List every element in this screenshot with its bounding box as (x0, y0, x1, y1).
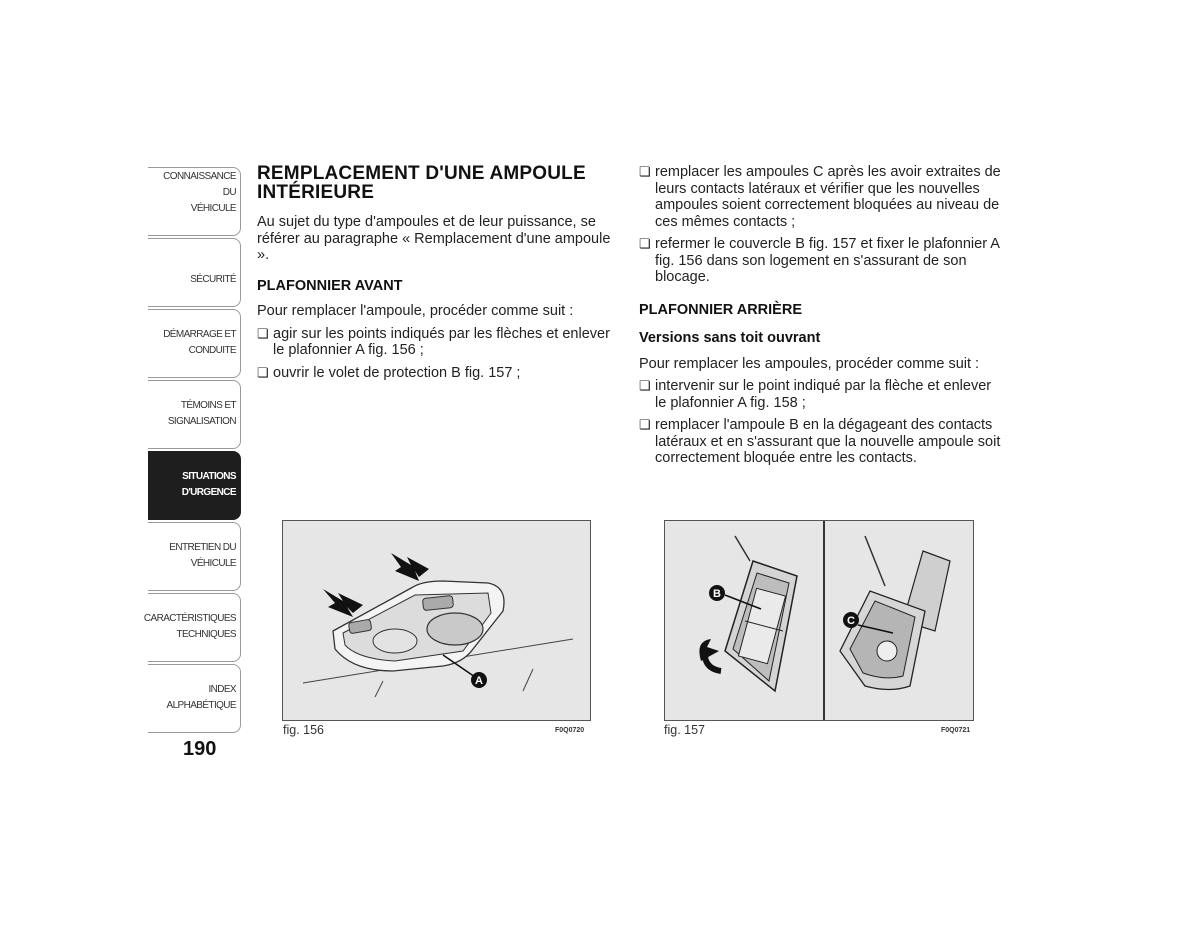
rear-ceiling-light-drawing (665, 521, 973, 720)
section-heading-front: PLAFONNIER AVANT (257, 277, 403, 294)
tab-label: SÉCURITÉ (190, 274, 236, 285)
page-title: REMPLACEMENT D'UNE AMPOULE INTÉRIEURE (257, 163, 586, 203)
right-column (639, 164, 1001, 473)
section-heading-rear: PLAFONNIER ARRIÈRE (639, 301, 802, 318)
tab-label: SITUATIONS D'URGENCE (181, 471, 236, 498)
front-ceiling-light-drawing (283, 521, 590, 720)
tab-label: CARACTÉRISTIQUES TECHNIQUES (143, 613, 236, 640)
rear-steps-list (639, 378, 1001, 467)
list-item: ❏ agir sur les points indiqués par les flèches et enlever le plafonnier A fig. 156 ; (257, 326, 617, 359)
list-item: ❏ intervenir sur le point indiqué par la flèche et enlever le plafonnier A fig. 158 ; (639, 378, 1001, 411)
callout-a-label: A (475, 675, 483, 687)
front-steps-list (257, 326, 617, 382)
list-item: ❏ refermer le couvercle B fig. 157 et fixer le plafonnier A fig. 156 dans son logement en s'assurant de son blocage. (639, 236, 1001, 286)
tab-connaissance-vehicule[interactable] (148, 167, 241, 236)
subsection-heading: Versions sans toit ouvrant (639, 330, 821, 346)
page-number: 190 (183, 738, 217, 760)
figure-156-code: F0Q0720 (555, 727, 585, 734)
list-item: ❏ remplacer l'ampoule B en la dégageant des contacts latéraux et en s'assurant que la nouvelle ampoule soit correctement bloquée entre les contacts. (639, 417, 1001, 467)
list-item: ❏ ouvrir le volet de protection B fig. 157 ; (257, 365, 617, 382)
figure-157-illustration (664, 520, 974, 721)
tab-entretien-vehicule[interactable] (148, 522, 241, 591)
intro-paragraph: Au sujet du type d'ampoules et de leur puissance, se référer au paragraphe « Remplacement d'une ampoule ». (257, 214, 611, 263)
front-intro: Pour remplacer l'ampoule, procéder comme suit : (257, 303, 574, 319)
tab-situations-urgence[interactable] (148, 451, 241, 520)
figure-157-code: F0Q0721 (941, 727, 971, 734)
list-item: ❏ remplacer les ampoules C après les avoir extraites de leurs contacts latéraux et vérifier que les nouvelles ampoules soient correctement bloquées au niveau de ces mêmes contacts ; (639, 164, 1001, 230)
tab-label: INDEX ALPHABÉTIQUE (166, 684, 236, 711)
tab-temoins-signalisation[interactable] (148, 380, 241, 449)
tab-label: CONNAISSANCE DU VÉHICULE (163, 171, 236, 214)
figure-156-illustration (282, 520, 591, 721)
tab-demarrage-conduite[interactable] (148, 309, 241, 378)
tab-label: ENTRETIEN DU VÉHICULE (169, 542, 236, 569)
tab-securite[interactable] (148, 238, 241, 307)
figure-156-caption: fig. 156 (283, 723, 325, 737)
tab-caracteristiques-techniques[interactable] (143, 593, 241, 662)
callout-c-label: C (847, 615, 855, 627)
callout-b-label: B (713, 588, 721, 600)
rear-intro: Pour remplacer les ampoules, procéder comme suit : (639, 355, 980, 372)
tab-index-alphabetique[interactable] (148, 664, 241, 733)
figure-157-caption: fig. 157 (664, 723, 706, 737)
tab-label: DÉMARRAGE ET CONDUITE (163, 329, 236, 356)
tab-label: TÉMOINS ET SIGNALISATION (167, 400, 236, 427)
left-column (257, 164, 617, 387)
front-steps-continued (639, 164, 1001, 286)
